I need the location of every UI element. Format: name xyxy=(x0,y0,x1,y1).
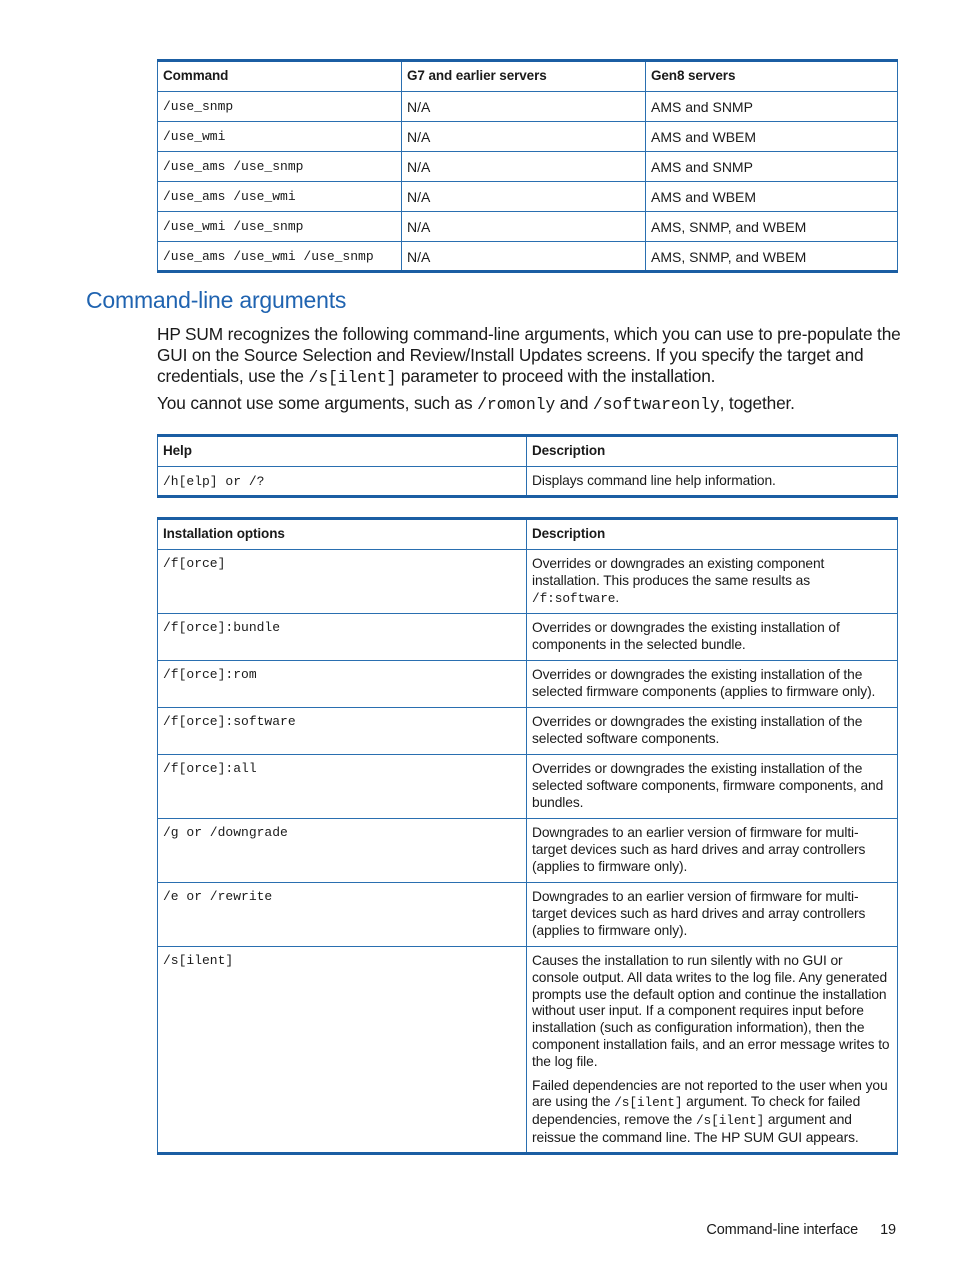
inline-code: /s[ilent] xyxy=(695,1113,765,1129)
option-cell: /h[elp] or /? xyxy=(158,467,527,497)
inline-code: /s[ilent] xyxy=(614,1095,683,1111)
column-header-description: Description xyxy=(527,436,898,467)
inline-code: /s[ilent] xyxy=(308,368,397,387)
note-text: , together. xyxy=(719,393,795,413)
description-text: Causes the installation to run silently with no GUI or console output. All data writes to the log file. Any generated prompts use the default option and continue the installation without user input. If a component requires input before installation (such as configuration information), then the component installation fails, and an error message writes to the log file. xyxy=(532,953,890,1069)
table-row xyxy=(158,152,898,182)
option-cell: /s[ilent] xyxy=(158,947,527,1154)
description-cell xyxy=(527,947,898,1154)
table-header-row xyxy=(158,61,898,92)
command-cell: /use_snmp xyxy=(158,92,402,122)
note-text: argument and reissue the command line. The HP SUM GUI appears. xyxy=(532,1112,859,1145)
column-header-installation-options: Installation options xyxy=(158,519,527,550)
table-row xyxy=(158,550,898,614)
description-cell: Overrides or downgrades the existing installation of the selected software components, firmware components, and bundles. xyxy=(527,755,898,819)
option-cell: /g or /downgrade xyxy=(158,819,527,883)
inline-code: /romonly xyxy=(477,395,556,414)
table-row xyxy=(158,242,898,272)
intro-paragraph xyxy=(157,324,901,388)
option-cell: /f[orce] xyxy=(158,550,527,614)
note-text: Failed dependencies are not reported to the user when you are using the xyxy=(532,1077,888,1110)
table-row xyxy=(158,708,898,755)
command-cell: /use_ams /use_wmi /use_snmp xyxy=(158,242,402,272)
gen8-cell: AMS and SNMP xyxy=(646,152,898,182)
description-cell xyxy=(527,550,898,614)
table-row xyxy=(158,614,898,661)
table-row xyxy=(158,182,898,212)
g7-cell: N/A xyxy=(402,212,646,242)
table-row xyxy=(158,819,898,883)
note-text: argument. To check for failed dependencies, remove the xyxy=(532,1094,861,1128)
table-header-row xyxy=(158,436,898,467)
g7-cell: N/A xyxy=(402,122,646,152)
note-text: and xyxy=(555,393,593,413)
gen8-cell: AMS, SNMP, and WBEM xyxy=(646,242,898,272)
description-text: Overrides or downgrades an existing component installation. This produces the same results as xyxy=(532,556,825,588)
table-row xyxy=(158,947,898,1154)
description-cell: Overrides or downgrades the existing installation of the selected software components. xyxy=(527,708,898,755)
footer-chapter-label: Command-line interface xyxy=(706,1222,859,1238)
option-cell: /f[orce]:rom xyxy=(158,661,527,708)
server-command-table xyxy=(157,59,898,273)
gen8-cell: AMS and WBEM xyxy=(646,122,898,152)
g7-cell: N/A xyxy=(402,182,646,212)
table-row xyxy=(158,212,898,242)
option-cell: /e or /rewrite xyxy=(158,883,527,947)
page-number: 19 xyxy=(880,1222,896,1238)
command-cell: /use_ams /use_wmi xyxy=(158,182,402,212)
option-cell: /f[orce]:all xyxy=(158,755,527,819)
command-cell: /use_wmi /use_snmp xyxy=(158,212,402,242)
column-header-gen8: Gen8 servers xyxy=(646,61,898,92)
command-cell: /use_ams /use_snmp xyxy=(158,152,402,182)
note-text: You cannot use some arguments, such as xyxy=(157,393,478,413)
gen8-cell: AMS, SNMP, and WBEM xyxy=(646,212,898,242)
option-cell: /f[orce]:bundle xyxy=(158,614,527,661)
table-row xyxy=(158,661,898,708)
page-footer xyxy=(706,1222,896,1238)
g7-cell: N/A xyxy=(402,242,646,272)
intro-text-end: parameter to proceed with the installation. xyxy=(396,366,716,386)
inline-code: /softwareonly xyxy=(592,395,720,414)
description-cell: Downgrades to an earlier version of firmware for multi-target devices such as hard drives and array controllers (applies to firmware only). xyxy=(527,819,898,883)
note-paragraph xyxy=(157,393,901,415)
intro-text: HP SUM recognizes the following command-line arguments, which you can use to pre-populate the GUI on the Source Selection and Review/Install Updates screens. If you specify the target and credentials, use the xyxy=(157,324,901,386)
description-cell: Overrides or downgrades the existing installation of the selected firmware components (applies to firmware only). xyxy=(527,661,898,708)
table-row xyxy=(158,467,898,497)
description-cell: Overrides or downgrades the existing installation of components in the selected bundle. xyxy=(527,614,898,661)
installation-options-table xyxy=(157,517,898,1155)
column-header-description: Description xyxy=(527,519,898,550)
g7-cell: N/A xyxy=(402,92,646,122)
g7-cell: N/A xyxy=(402,152,646,182)
help-table xyxy=(157,434,898,498)
gen8-cell: AMS and WBEM xyxy=(646,182,898,212)
option-cell: /f[orce]:software xyxy=(158,708,527,755)
command-cell: /use_wmi xyxy=(158,122,402,152)
gen8-cell: AMS and SNMP xyxy=(646,92,898,122)
column-header-command: Command xyxy=(158,61,402,92)
table-row xyxy=(158,755,898,819)
table-row xyxy=(158,883,898,947)
inline-code: /f:software xyxy=(532,590,616,606)
table-header-row xyxy=(158,519,898,550)
description-cell: Downgrades to an earlier version of firmware for multi-target devices such as hard drives and array controllers (applies to firmware only). xyxy=(527,883,898,947)
table-row xyxy=(158,122,898,152)
description-note xyxy=(532,1078,892,1147)
table-row xyxy=(158,92,898,122)
description-text-end: . xyxy=(615,589,620,605)
section-heading: Command-line arguments xyxy=(86,287,347,313)
column-header-help: Help xyxy=(158,436,527,467)
column-header-g7: G7 and earlier servers xyxy=(402,61,646,92)
description-cell: Displays command line help information. xyxy=(527,467,898,497)
